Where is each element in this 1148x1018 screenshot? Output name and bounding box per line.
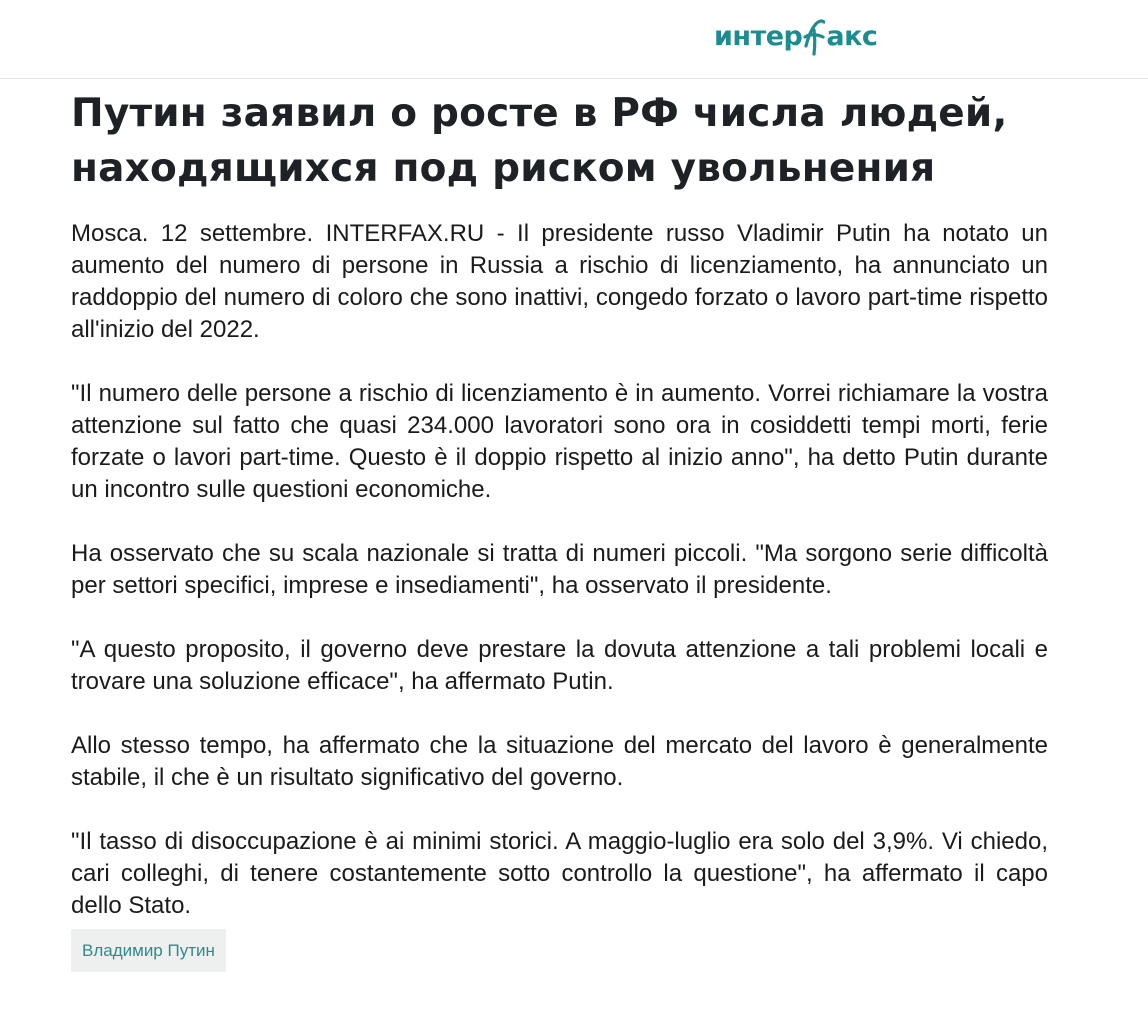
logo-text-part1: интер (714, 20, 803, 52)
logo-swoosh-icon (803, 16, 825, 56)
logo-text-part2: акс (826, 20, 878, 52)
interfax-logo[interactable] (714, 14, 877, 58)
tag-vladimir-putin[interactable]: Владимир Путин (71, 929, 226, 972)
article-paragraph: "A questo proposito, il governo deve prestare la dovuta attenzione a tali problemi locali e trovare una soluzione efficace", ha affermato Putin. (71, 636, 1048, 695)
site-header (0, 0, 1148, 79)
article-title: Путин заявил о росте в РФ числа людей, находящихся под риском увольнения (71, 91, 1008, 191)
article (71, 86, 1048, 954)
article-paragraph: "Il numero delle persone a rischio di licenziamento è in aumento. Vorrei richiamare la vostra attenzione sul fatto che quasi 234.000 lavoratori sono ora in cosiddetti tempi morti, ferie forzate o lavori part-time. Questo è il doppio rispetto al inizio anno", ha detto Putin durante un incontro sulle questioni economiche. (71, 380, 1048, 503)
article-body (71, 218, 1048, 922)
article-paragraph: "Il tasso di disoccupazione è ai minimi storici. A maggio-luglio era solo del 3,9%. Vi chiedo, cari colleghi, di tenere costantemente sotto controllo la questione", ha affermato il capo dello Stato. (71, 828, 1048, 919)
article-paragraph: Ha osservato che su scala nazionale si tratta di numeri piccoli. "Ma sorgono serie difficoltà per settori specifici, imprese e insediamenti", ha osservato il presidente. (71, 540, 1048, 599)
article-paragraph: Allo stesso tempo, ha affermato che la situazione del mercato del lavoro è generalmente stabile, il che è un risultato significativo del governo. (71, 732, 1048, 791)
article-paragraph: Mosca. 12 settembre. INTERFAX.RU - Il presidente russo Vladimir Putin ha notato un aumento del numero di persone in Russia a rischio di licenziamento, ha annunciato un raddoppio del numero di coloro che sono inattivi, congedo forzato o lavoro part-time rispetto all'inizio del 2022. (71, 220, 1048, 343)
